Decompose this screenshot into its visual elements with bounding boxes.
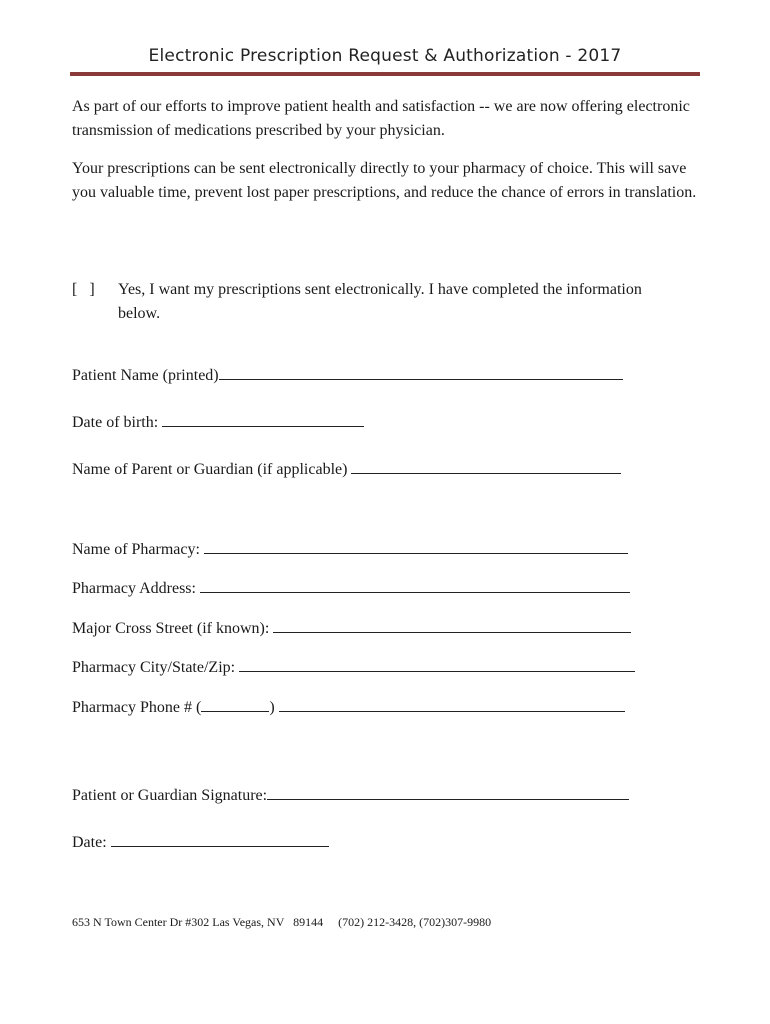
document-title: Electronic Prescription Request & Authorization - 2017: [148, 46, 622, 66]
pharmacy-phone-suffix: ): [269, 699, 279, 716]
pharmacy-city-blank[interactable]: [239, 656, 635, 672]
date-of-birth-blank[interactable]: [162, 411, 364, 427]
area-code-blank[interactable]: [201, 696, 269, 712]
pharmacy-address-label: Pharmacy Address:: [72, 580, 200, 597]
date-of-birth-label: Date of birth:: [72, 414, 163, 431]
footer-address: 653 N Town Center Dr #302 Las Vegas, NV 89144 (702) 212-3428, (702)307-9980: [72, 915, 492, 929]
pharmacy-city-label: Pharmacy City/State/Zip:: [72, 659, 240, 676]
patient-name-label: Patient Name (printed): [72, 367, 219, 384]
pharmacy-address-field: [72, 577, 630, 599]
consent-text: Yes, I want my prescriptions sent electronically. I have completed the information below.: [118, 281, 642, 322]
title-divider: [70, 72, 700, 76]
cross-street-field: [72, 617, 631, 639]
date-field: [72, 831, 329, 853]
date-of-birth-field: [72, 411, 364, 433]
patient-name-field: [72, 364, 623, 386]
patient-name-blank[interactable]: [219, 364, 623, 380]
pharmacy-name-blank[interactable]: [204, 538, 628, 554]
signature-label: Patient or Guardian Signature:: [72, 787, 268, 804]
consent-checkbox[interactable]: [ ]: [72, 281, 95, 298]
phone-number-blank[interactable]: [279, 696, 625, 712]
guardian-name-label: Name of Parent or Guardian (if applicable): [72, 461, 352, 478]
benefits-paragraph: Your prescriptions can be sent electronically directly to your pharmacy of choice. This will save you valuable time, prevent lost paper prescriptions, and reduce the chance of errors in translation.: [72, 160, 697, 201]
cross-street-blank[interactable]: [273, 617, 631, 633]
pharmacy-name-label: Name of Pharmacy:: [72, 541, 204, 558]
guardian-name-field: [72, 458, 621, 480]
cross-street-label: Major Cross Street (if known):: [72, 620, 274, 637]
pharmacy-phone-field: [72, 696, 625, 718]
pharmacy-phone-prefix: Pharmacy Phone # (: [72, 699, 202, 716]
intro-paragraph: As part of our efforts to improve patient health and satisfaction -- we are now offering electronic transmission of medications prescribed by your physician.: [72, 98, 690, 139]
signature-blank[interactable]: [267, 784, 629, 800]
pharmacy-address-blank[interactable]: [200, 577, 630, 593]
guardian-name-blank[interactable]: [351, 458, 621, 474]
signature-field: [72, 784, 629, 806]
pharmacy-city-field: [72, 656, 635, 678]
date-blank[interactable]: [111, 831, 329, 847]
date-label: Date:: [72, 834, 111, 851]
pharmacy-name-field: [72, 538, 628, 560]
